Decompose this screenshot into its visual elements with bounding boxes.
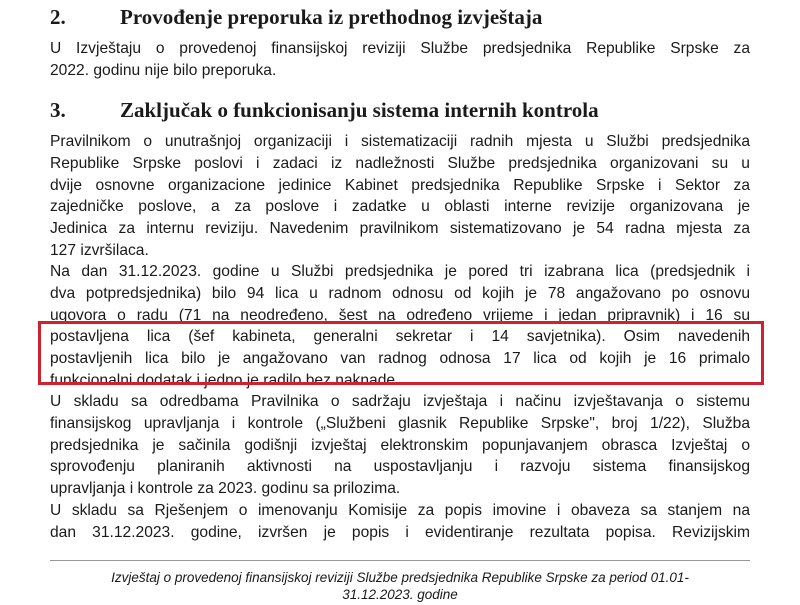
- paragraph-line: Pravilnikom o unutrašnjoj organizaciji i sistematizaciji radnih mjesta u Službi predsjednika: [50, 133, 750, 150]
- footer-divider: [50, 560, 750, 561]
- paragraph-line: finansijskog upravljanja i kontrole („Službeni glasnik Republike Srpske", broj 1/22), Služba: [50, 414, 750, 432]
- section-3-heading: [50, 97, 599, 123]
- section-3-paragraph-3: [50, 391, 750, 500]
- paragraph-line: sprovođenju planiranih aktivnosti na uspostavljanju i razvoju sistema finansijskog: [50, 458, 750, 476]
- paragraph-line: funkcionalni dodatak i jedno je radilo bez naknade.: [50, 371, 400, 389]
- section-3-number: 3.: [50, 98, 66, 122]
- paragraph-line: Republike Srpske poslovi i zadaci iz nadležnosti Službe predsjednika organizovani su u: [50, 154, 750, 172]
- section-2-heading: [50, 4, 542, 30]
- paragraph-line: predsjednika je sačinila godišnji izvještaj elektronskim popunjavanjem obrasca Izvještaj o: [50, 436, 750, 454]
- paragraph-line: ugovora o radu (71 na neodređeno, šest na određeno vrijeme i jedan pripravnik) i 16 su: [50, 306, 750, 324]
- section-3-paragraph-4: [50, 500, 750, 544]
- page-footer: [70, 569, 730, 603]
- paragraph-line: zajedničke poslove, a za poslove i zadatke u oblasti interne revizije organizovana je: [50, 198, 750, 216]
- paragraph-line: postavljenih lica bilo je angažovano van radnog odnosa 17 lica od kojih je 16 primalo: [50, 350, 750, 368]
- paragraph-line: Na dan 31.12.2023. godine u Službi predsjednika je pored tri izabrana lica (predsjednik i: [50, 263, 750, 280]
- section-2-number: 2.: [50, 5, 66, 29]
- paragraph-line: 127 izvršilaca.: [50, 241, 149, 259]
- footer-line: Izvještaj o provedenoj finansijskoj reviziji Službe predsjednika Republike Srpske za period 01.01-: [111, 570, 689, 585]
- paragraph-line: postavljena lica (šef kabineta, generalni sekretar i 14 savjetnika). Osim navedenih: [50, 328, 750, 346]
- paragraph-line: U skladu sa Rješenjem o imenovanju Komisije za popis imovine i obaveza sa stanjem na: [50, 502, 750, 519]
- section-3-paragraph-1: [50, 131, 750, 262]
- paragraph-line: U Izvještaju o provedenoj finansijskoj reviziji Službe predsjednika Republike Srpske za: [50, 40, 750, 57]
- section-2-title: Provođenje preporuka iz prethodnog izvještaja: [120, 5, 543, 29]
- paragraph-line: dvije osnovne organizacione jedinice Kabinet predsjednika Republike Srpske i Sektor za: [50, 176, 750, 194]
- paragraph-line: dva potpredsjednika) bilo 94 lica u radnom odnosu od kojih je 78 angažovano po osnovu: [50, 284, 750, 302]
- paragraph-line: U skladu sa odredbama Pravilnika o sadržaju izvještaja i načinu izvještavanja o sistemu: [50, 393, 750, 410]
- section-2-paragraph: [50, 38, 750, 82]
- section-3-title: Zaključak o funkcionisanju sistema internih kontrola: [120, 98, 599, 122]
- paragraph-line: Jedinica za internu reviziju. Navedenim pravilnikom sistematizovano je 54 radna mjesta za: [50, 220, 750, 238]
- paragraph-line: 2022. godinu nije bilo preporuka.: [50, 61, 277, 79]
- paragraph-line: dan 31.12.2023. godine, izvršen je popis i evidentiranje rezultata popisa. Revizijskim: [50, 523, 750, 541]
- paragraph-line: upravljanja i kontrole za 2023. godinu sa prilozima.: [50, 480, 401, 498]
- footer-line: 31.12.2023. godine: [342, 587, 458, 602]
- section-3-paragraph-2: [50, 261, 750, 392]
